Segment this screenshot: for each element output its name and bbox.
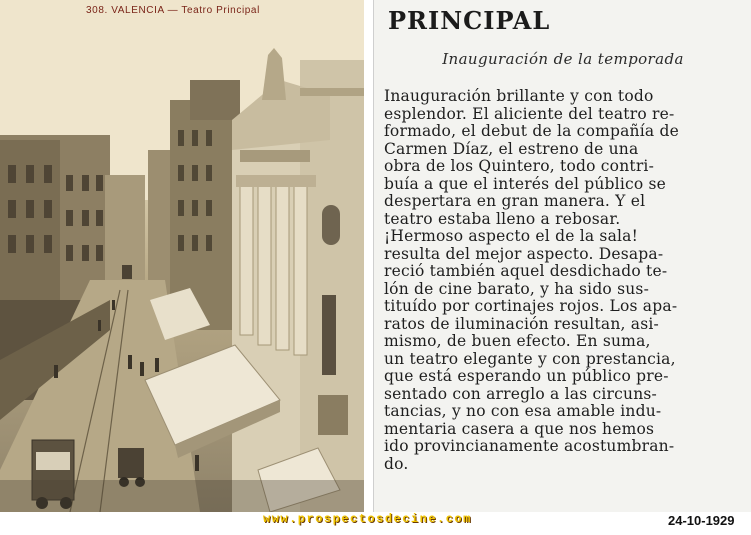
article-line: teatro estaba lleno a rebosar.	[384, 209, 621, 228]
article-line: do.	[384, 454, 409, 473]
street-scene-illustration	[0, 0, 364, 512]
article-line: tancias, y no con esa amable indu-	[384, 402, 662, 420]
article-line: tituído por cortinajes rojos. Los apa-	[384, 297, 678, 315]
date-stamp: 24-10-1929	[668, 513, 735, 528]
postcard-photo	[0, 0, 364, 512]
article-line: Carmen Díaz, el estreno de una	[384, 139, 639, 158]
article-line: mismo, de buen efecto. En suma,	[384, 332, 651, 350]
article-line: sentado con arreglo a las circuns-	[384, 384, 657, 403]
article-line: que está esperando un público pre-	[384, 367, 669, 385]
article-line: obra de los Quintero, todo contri-	[384, 157, 655, 175]
article-line: mentaria casera a que nos hemos	[384, 419, 655, 438]
article-line: despertara en gran manera. Y el	[384, 192, 646, 210]
article-line: un teatro elegante y con prestancia,	[384, 349, 676, 368]
article-line: ido provincianamente acostumbran-	[384, 437, 675, 455]
article-subheadline: Inauguración de la temporada	[442, 50, 684, 68]
article-headline: PRINCIPAL	[388, 6, 551, 35]
article-line: ratos de iluminación resultan, asi-	[384, 314, 659, 333]
article-line: ¡Hermoso aspecto el de la sala!	[384, 227, 639, 245]
article-line: Inauguración brillante y con todo	[384, 87, 654, 105]
article-line: reció también aquel desdichado te-	[384, 262, 668, 280]
article-line: esplendor. El aliciente del teatro re-	[384, 104, 675, 123]
article-line: lón de cine barato, y ha sido sus-	[384, 279, 650, 298]
theater-building	[232, 48, 364, 512]
article-line: buía a que el interés del público se	[384, 174, 667, 193]
newspaper-clipping	[373, 0, 751, 512]
postcard-caption: 308. VALENCIA — Teatro Principal	[86, 5, 260, 16]
article-line: resulta del mejor aspecto. Desapa-	[384, 244, 664, 263]
watermark-text: www.prospectosdecine.com	[263, 512, 472, 526]
article-line: formado, el debut de la compañía de	[384, 122, 679, 140]
article-body	[384, 88, 750, 473]
